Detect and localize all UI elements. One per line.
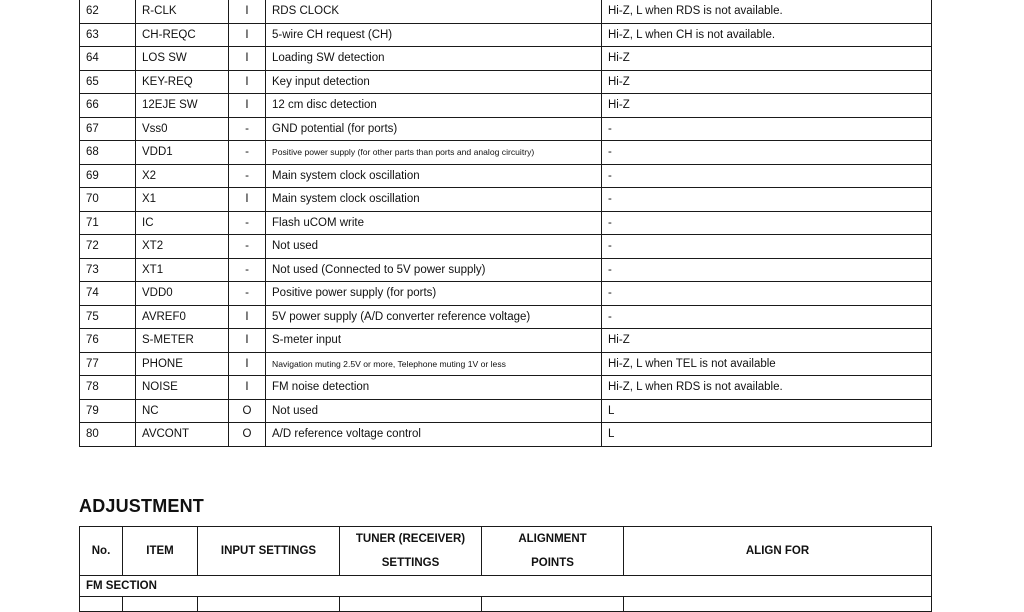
pin-number: 64 <box>80 47 136 71</box>
pin-number: 74 <box>80 282 136 306</box>
header-alignment-points <box>482 527 624 576</box>
pin-io-type: O <box>229 423 266 447</box>
pin-state: Hi-Z <box>602 329 932 353</box>
pin-name: LOS SW <box>136 47 229 71</box>
pin-name: VDD1 <box>136 141 229 165</box>
pin-row <box>80 70 932 94</box>
pin-name: NOISE <box>136 376 229 400</box>
pin-io-type: - <box>229 211 266 235</box>
pin-description: Flash uCOM write <box>266 211 602 235</box>
header-no: No. <box>80 527 123 576</box>
pin-state: Hi-Z <box>602 70 932 94</box>
pin-name: AVREF0 <box>136 305 229 329</box>
pin-state: - <box>602 211 932 235</box>
pin-io-type: - <box>229 141 266 165</box>
pin-number: 78 <box>80 376 136 400</box>
pin-description: A/D reference voltage control <box>266 423 602 447</box>
header-alignment-line1: ALIGNMENT <box>518 533 587 545</box>
adjustment-header-row <box>80 527 932 576</box>
pin-table-body <box>80 0 932 446</box>
pin-io-type: I <box>229 352 266 376</box>
pin-name: PHONE <box>136 352 229 376</box>
pin-row <box>80 47 932 71</box>
pin-state: Hi-Z, L when CH is not available. <box>602 23 932 47</box>
pin-number: 71 <box>80 211 136 235</box>
pin-io-type: I <box>229 0 266 23</box>
pin-row <box>80 399 932 423</box>
pin-description: Key input detection <box>266 70 602 94</box>
pin-description: Main system clock oscillation <box>266 188 602 212</box>
adjustment-blank-row <box>80 597 932 612</box>
adjustment-heading: ADJUSTMENT <box>79 496 205 516</box>
pin-state: - <box>602 258 932 282</box>
pin-description: 5-wire CH request (CH) <box>266 23 602 47</box>
pin-io-type: I <box>229 188 266 212</box>
pin-name: X2 <box>136 164 229 188</box>
pin-state: - <box>602 305 932 329</box>
pin-description: GND potential (for ports) <box>266 117 602 141</box>
pin-number: 63 <box>80 23 136 47</box>
pin-name: AVCONT <box>136 423 229 447</box>
pin-row <box>80 376 932 400</box>
header-tuner-settings <box>340 527 482 576</box>
pin-description: Not used <box>266 235 602 259</box>
pin-number: 79 <box>80 399 136 423</box>
pin-number: 75 <box>80 305 136 329</box>
pin-name: VDD0 <box>136 282 229 306</box>
pin-io-type: - <box>229 164 266 188</box>
pin-number: 66 <box>80 94 136 118</box>
pin-description: Loading SW detection <box>266 47 602 71</box>
pin-io-type: I <box>229 70 266 94</box>
pin-row <box>80 258 932 282</box>
pin-io-type: I <box>229 376 266 400</box>
blank-cell <box>80 597 123 612</box>
pin-io-type: I <box>229 47 266 71</box>
pin-state: Hi-Z, L when RDS is not available. <box>602 376 932 400</box>
header-alignment-line2: POINTS <box>531 557 574 569</box>
pin-number: 76 <box>80 329 136 353</box>
pin-state: Hi-Z, L when TEL is not available <box>602 352 932 376</box>
pin-state: Hi-Z <box>602 47 932 71</box>
header-item: ITEM <box>123 527 198 576</box>
pin-io-type: I <box>229 329 266 353</box>
pin-number: 80 <box>80 423 136 447</box>
pin-state: Hi-Z, L when RDS is not available. <box>602 0 932 23</box>
pin-number: 68 <box>80 141 136 165</box>
pin-description: Not used (Connected to 5V power supply) <box>266 258 602 282</box>
pin-io-type: O <box>229 399 266 423</box>
header-align-for: ALIGN FOR <box>624 527 932 576</box>
pin-state: - <box>602 235 932 259</box>
pin-state: - <box>602 282 932 306</box>
fm-section-row <box>80 576 932 597</box>
pin-description: RDS CLOCK <box>266 0 602 23</box>
pin-state: - <box>602 117 932 141</box>
pin-name: XT2 <box>136 235 229 259</box>
pin-description: 12 cm disc detection <box>266 94 602 118</box>
pin-number: 69 <box>80 164 136 188</box>
pin-name: XT1 <box>136 258 229 282</box>
pin-number: 62 <box>80 0 136 23</box>
pin-state: L <box>602 399 932 423</box>
pin-number: 72 <box>80 235 136 259</box>
pin-row <box>80 164 932 188</box>
pin-description: 5V power supply (A/D converter reference voltage) <box>266 305 602 329</box>
fm-section-label: FM SECTION <box>80 576 932 597</box>
pin-row <box>80 282 932 306</box>
pin-number: 65 <box>80 70 136 94</box>
blank-cell <box>482 597 624 612</box>
pin-row <box>80 329 932 353</box>
blank-cell <box>123 597 198 612</box>
pin-io-type: - <box>229 282 266 306</box>
pin-name: IC <box>136 211 229 235</box>
pin-description: Navigation muting 2.5V or more, Telephone muting 1V or less <box>266 352 602 376</box>
pin-state: - <box>602 141 932 165</box>
pin-function-table <box>79 0 932 447</box>
pin-io-type: I <box>229 305 266 329</box>
pin-name: R-CLK <box>136 0 229 23</box>
pin-row <box>80 23 932 47</box>
pin-state: Hi-Z <box>602 94 932 118</box>
pin-row <box>80 305 932 329</box>
header-tuner-line1: TUNER (RECEIVER) <box>355 533 466 545</box>
blank-cell <box>340 597 482 612</box>
pin-description: Positive power supply (for other parts than ports and analog circuitry) <box>266 141 602 165</box>
pin-row <box>80 423 932 447</box>
adjustment-table <box>79 526 932 612</box>
blank-cell <box>198 597 340 612</box>
pin-name: KEY-REQ <box>136 70 229 94</box>
pin-name: X1 <box>136 188 229 212</box>
pin-io-type: - <box>229 117 266 141</box>
pin-number: 77 <box>80 352 136 376</box>
pin-description: Not used <box>266 399 602 423</box>
pin-row <box>80 211 932 235</box>
pin-name: Vss0 <box>136 117 229 141</box>
pin-name: S-METER <box>136 329 229 353</box>
pin-name: NC <box>136 399 229 423</box>
pin-description: Positive power supply (for ports) <box>266 282 602 306</box>
blank-cell <box>624 597 932 612</box>
pin-description: S-meter input <box>266 329 602 353</box>
pin-name: 12EJE SW <box>136 94 229 118</box>
pin-row <box>80 352 932 376</box>
pin-io-type: - <box>229 258 266 282</box>
header-input-settings: INPUT SETTINGS <box>198 527 340 576</box>
pin-row <box>80 94 932 118</box>
pin-row <box>80 235 932 259</box>
header-tuner-line2: SETTINGS <box>381 557 440 569</box>
pin-row <box>80 141 932 165</box>
pin-io-type: - <box>229 235 266 259</box>
pin-state: - <box>602 164 932 188</box>
pin-io-type: I <box>229 23 266 47</box>
pin-number: 73 <box>80 258 136 282</box>
pin-row <box>80 188 932 212</box>
pin-row <box>80 0 932 23</box>
pin-description: Main system clock oscillation <box>266 164 602 188</box>
pin-state: - <box>602 188 932 212</box>
pin-name: CH-REQC <box>136 23 229 47</box>
pin-row <box>80 117 932 141</box>
pin-state: L <box>602 423 932 447</box>
pin-io-type: I <box>229 94 266 118</box>
pin-number: 67 <box>80 117 136 141</box>
pin-number: 70 <box>80 188 136 212</box>
pin-description: FM noise detection <box>266 376 602 400</box>
